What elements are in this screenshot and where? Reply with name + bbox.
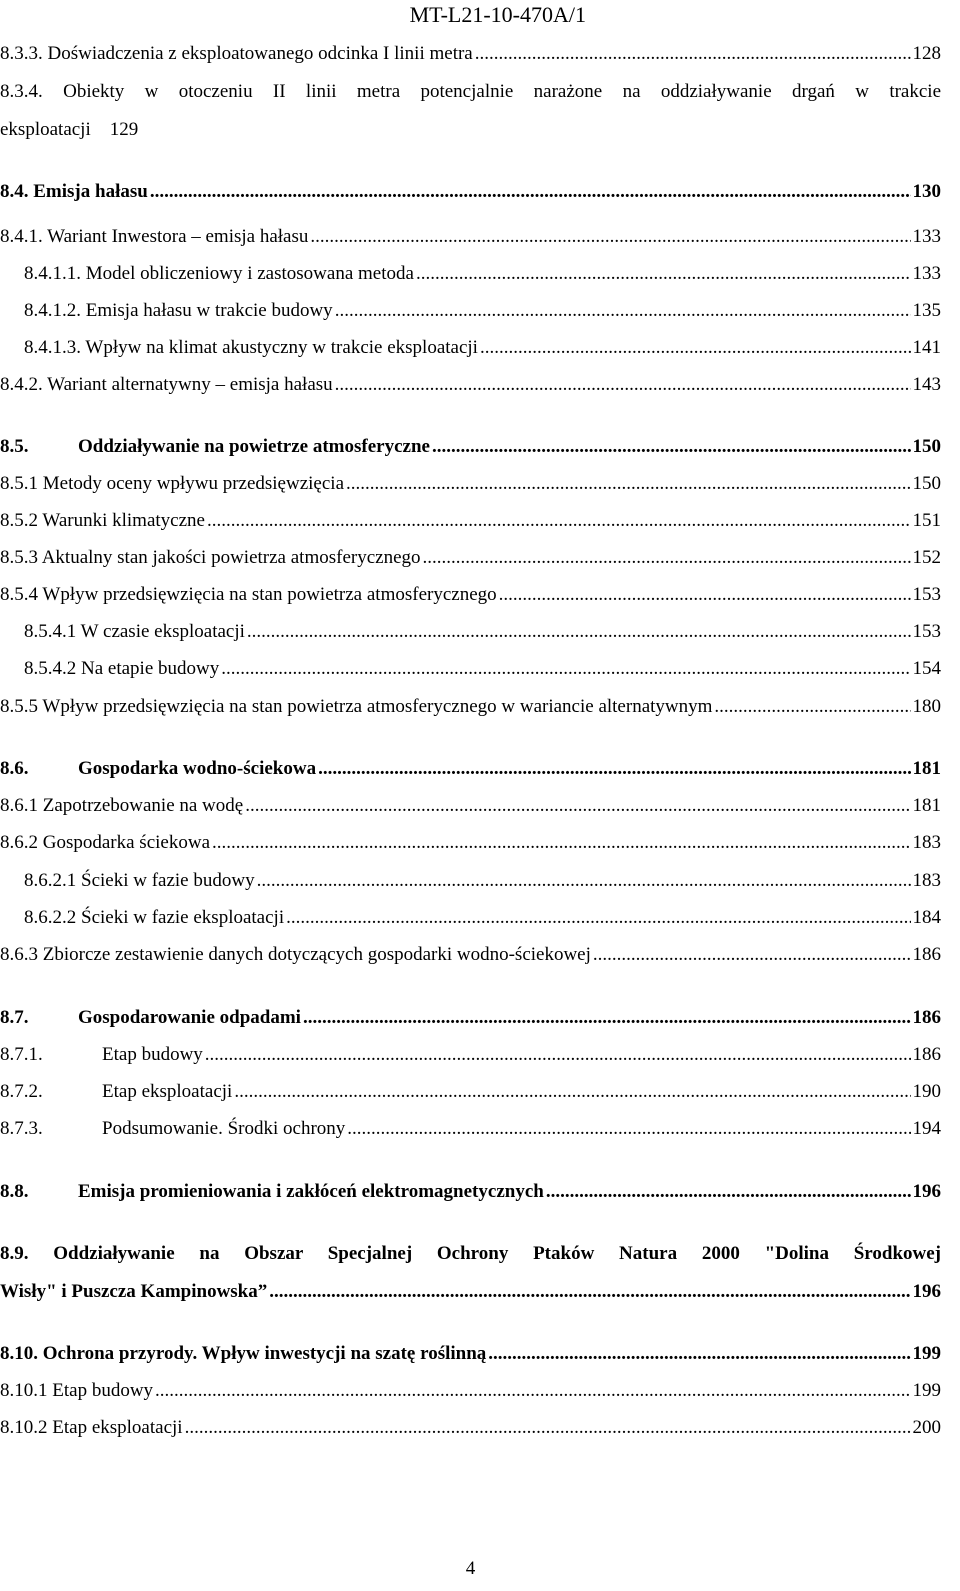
toc-entry[interactable] [0,225,941,249]
dot-leader [714,695,910,719]
toc-title: Wisły" i Puszcza Kampinowska” [0,1281,268,1302]
toc-entry-section[interactable] [0,180,941,204]
toc-entry[interactable] [0,583,941,607]
toc-entry[interactable] [0,373,941,397]
dot-leader [310,225,910,249]
dot-leader [257,869,911,893]
toc-entry[interactable] [24,299,941,323]
toc-title: Emisja promieniowania i zakłóceń elektromagnetycznych [78,1181,544,1202]
toc-title: Aktualny stan jakości powietrza atmosferycznego [41,547,421,568]
toc-entry-section[interactable] [0,1006,941,1030]
toc-number: 8.10. [0,1343,38,1364]
toc-number: 8.6.2.2 [24,907,77,928]
toc-number: 8.5.3 [0,547,38,568]
dot-leader [212,831,910,855]
toc-entry[interactable] [0,794,941,818]
toc-entry[interactable] [0,695,941,719]
toc-entry-section[interactable] [0,435,941,459]
toc-title: Wariant alternatywny – emisja hałasu [47,374,333,395]
toc-entry[interactable] [24,620,941,644]
toc-number: 8.3.3. [0,43,43,64]
toc-entry[interactable] [0,943,941,967]
dot-leader [247,620,911,644]
toc-page: 154 [912,658,941,679]
toc-title: Etap budowy [102,1044,203,1065]
toc-number: 8.5.2 [0,510,38,531]
toc-page: 200 [912,1417,941,1438]
toc-title: Wpływ przedsięwzięcia na stan powietrza atmosferycznego w wariancie alternatywnym [42,696,713,717]
toc-title: Gospodarka wodno-ściekowa [78,758,317,779]
toc-number: 8.7.2. [0,1081,43,1102]
toc-title: W czasie eksploatacji [80,621,245,642]
toc-number: 8.10.1 [0,1380,48,1401]
toc-entry[interactable] [0,1416,941,1440]
dot-leader [207,509,911,533]
toc-title: Na etapie budowy [81,658,220,679]
toc-page: 141 [912,337,941,358]
toc-number: 8.5.4.1 [24,621,77,642]
toc-number: 8.5. [0,436,29,457]
toc-page: 150 [912,436,941,457]
toc-title: Gospodarowanie odpadami [78,1007,301,1028]
toc-page: 181 [912,758,941,779]
toc-title: Etap eksploatacji [52,1417,183,1438]
toc-page: 133 [912,263,941,284]
dot-leader [150,180,911,204]
toc-page: 150 [912,473,941,494]
toc-page: 153 [912,584,941,605]
toc-number: 8.7.3. [0,1118,43,1139]
dot-leader [593,943,911,967]
dot-leader [480,336,911,360]
toc-title: Ochrona przyrody. Wpływ inwestycji na szatę roślinną [42,1343,487,1364]
toc-entry[interactable] [0,42,941,66]
toc-number: 8.5.1 [0,473,38,494]
dot-leader [346,472,910,496]
toc-page: 129 [109,119,139,140]
toc-entry[interactable] [0,831,941,855]
toc-entry[interactable] [24,869,941,893]
toc-entry[interactable] [24,906,941,930]
toc-number: 8.6.3 [0,944,38,965]
dot-leader [269,1280,910,1304]
dot-leader [416,262,911,286]
toc-entry[interactable] [24,262,941,286]
toc-entry[interactable] [0,1080,941,1104]
toc-number: 8.5.5 [0,696,38,717]
toc-page: 151 [912,510,941,531]
toc-title: Etap budowy [52,1380,154,1401]
toc-title: Model obliczeniowy i zastosowana metoda [85,263,414,284]
toc-entry[interactable] [0,1117,941,1141]
toc-title: Warunki klimatyczne [42,510,205,531]
toc-number: 8.6.2.1 [24,870,77,891]
dot-leader [432,435,911,459]
toc-number: 8.7. [0,1007,29,1028]
toc-entry-section[interactable] [0,1342,941,1366]
toc-entry[interactable] [0,472,941,496]
page-number: 4 [465,1558,476,1579]
toc-page: 199 [912,1343,941,1364]
toc-entry[interactable] [0,546,941,570]
toc-page: 181 [912,795,941,816]
toc-number: 8.4.1. [0,226,43,247]
dot-leader [423,546,911,570]
toc-title: Wpływ przedsięwzięcia na stan powietrza atmosferycznego [42,584,497,605]
toc-number: 8.6. [0,758,29,779]
toc-page: 186 [912,1044,941,1065]
toc-number: 8.6.2 [0,832,38,853]
toc-title: Wpływ na klimat akustyczny w trakcie eksploatacji [85,337,478,358]
toc-number: 8.8. [0,1181,29,1202]
toc-page: 190 [912,1081,941,1102]
dot-leader [347,1117,910,1141]
toc-entry[interactable] [24,336,941,360]
toc-title: Wariant Inwestora – emisja hałasu [47,226,309,247]
toc-number: 8.4.2. [0,374,43,395]
toc-page: 183 [912,870,941,891]
toc-title: Zbiorcze zestawienie danych dotyczących gospodarki wodno-ściekowej [42,944,591,965]
toc-page: 194 [912,1118,941,1139]
toc-title: Gospodarka ściekowa [42,832,211,853]
toc-number: 8.7.1. [0,1044,43,1065]
toc-entry-continuation[interactable] [0,118,941,142]
toc-page: 130 [912,181,941,202]
toc-page: 128 [912,43,941,64]
toc-number: 8.4. [0,181,29,202]
toc-page: 183 [912,832,941,853]
toc-number: 8.6.1 [0,795,38,816]
toc-number: 8.5.4.2 [24,658,77,679]
toc-page: 153 [912,621,941,642]
dot-leader [499,583,911,607]
toc-page: 196 [912,1181,941,1202]
toc-page: 152 [912,547,941,568]
toc-title: Ścieki w fazie budowy [81,870,255,891]
dot-leader [286,906,910,930]
toc-page: 133 [912,226,941,247]
toc-entry[interactable] [0,1043,941,1067]
toc-title: Metody oceny wpływu przedsięwzięcia [42,473,345,494]
toc-entry[interactable] [24,657,941,681]
toc-page: 180 [912,696,941,717]
toc-entry[interactable] [0,509,941,533]
toc-page: 186 [912,944,941,965]
toc-page: 143 [912,374,941,395]
dot-leader [234,1080,910,1104]
toc-page: 186 [912,1007,941,1028]
dot-leader [335,299,911,323]
toc-title: Emisja hałasu [33,181,148,202]
dot-leader [303,1006,911,1030]
toc-page: 199 [912,1380,941,1401]
toc-entry-section[interactable] [0,1180,941,1204]
dot-leader [205,1043,911,1067]
toc-title: Etap eksploatacji [102,1081,233,1102]
toc-number: 8.4.1.3. [24,337,81,358]
toc-page: 135 [912,300,941,321]
toc-page: 184 [912,907,941,928]
toc-number: 8.5.4 [0,584,38,605]
toc-number: 8.10.2 [0,1417,48,1438]
dot-leader [221,657,910,681]
toc-title: Oddziaływanie na powietrze atmosferyczne [78,436,430,457]
dot-leader [185,1416,911,1440]
dot-leader [488,1342,910,1366]
toc-title: Ścieki w fazie eksploatacji [81,907,285,928]
toc-title: Doświadczenia z eksploatowanego odcinka I linii metra [47,43,473,64]
toc-title: Zapotrzebowanie na wodę [42,795,244,816]
toc-entry-section[interactable] [0,757,941,781]
toc-title: eksploatacji [0,119,91,140]
toc-entry-line[interactable]: 8.9. Oddziaływanie na Obszar Specjalnej Ochrony Ptaków Natura 2000 "Dolina Środkowej [0,1243,941,1264]
dot-leader [155,1379,910,1403]
toc-entry-line[interactable]: 8.3.4. Obiekty w otoczeniu II linii metra potencjalnie narażone na oddziaływanie drgań w trakcie [0,81,941,102]
dot-leader [318,757,910,781]
dot-leader [245,794,910,818]
dot-leader [546,1180,911,1204]
dot-leader [475,42,911,66]
toc-title: Podsumowanie. Środki ochrony [102,1118,346,1139]
toc-entry-continuation[interactable] [0,1280,941,1304]
toc-page: 196 [912,1281,941,1302]
toc-title: Emisja hałasu w trakcie budowy [85,300,333,321]
dot-leader [335,373,911,397]
toc-number: 8.4.1.1. [24,263,81,284]
toc-number: 8.4.1.2. [24,300,81,321]
toc-entry[interactable] [0,1379,941,1403]
document-id: MT-L21-10-470A/1 [409,2,586,27]
